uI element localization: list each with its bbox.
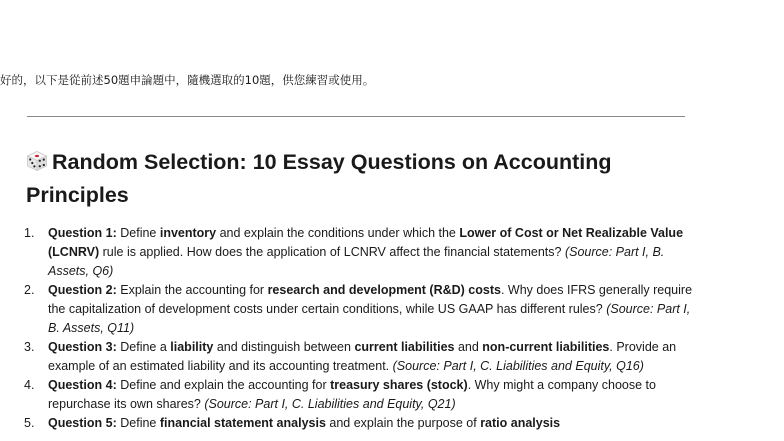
- list-number: 1.: [24, 226, 35, 240]
- horizontal-divider: [27, 116, 685, 117]
- question-label: Question 1:: [48, 226, 117, 240]
- intro-text: 好的，以下是從前述50題申論題中，隨機選取的10題，供您練習或使用。: [0, 73, 375, 87]
- key-term: financial statement analysis: [159, 416, 326, 430]
- question-label: Question 5:: [48, 416, 117, 430]
- question-text: . Why does IFRS generally require the capitalization of development costs under certain conditions, while US GAAP has different rules?: [48, 283, 693, 316]
- key-term: research and development (R&D) costs: [267, 283, 501, 297]
- list-number: 4.: [24, 378, 35, 392]
- list-number: 3.: [24, 340, 35, 354]
- question-text: Define and explain the accounting for: [116, 378, 331, 392]
- key-term: treasury shares (stock): [330, 378, 468, 392]
- question-text: and explain the conditions under which the: [216, 226, 460, 240]
- question-text: Define: [116, 416, 160, 430]
- dice-icon: [26, 150, 48, 180]
- page-heading: [26, 147, 716, 210]
- key-term: ratio analysis: [480, 416, 561, 430]
- question-source: (Source: Part I, B. Assets, Q6): [48, 245, 665, 278]
- question-text: and explain the purpose of: [325, 416, 481, 430]
- list-item: [0, 376, 700, 414]
- key-term: non-current liabilities: [482, 340, 610, 354]
- question-text: and: [454, 340, 483, 354]
- question-source: (Source: Part I, C. Liabilities and Equity, Q16): [392, 359, 644, 373]
- list-number: 5.: [24, 416, 35, 430]
- question-text: . Provide an example of an estimated liability and its accounting treatment.: [48, 340, 677, 373]
- question-label: Question 3:: [48, 340, 117, 354]
- question-text: and distinguish between: [213, 340, 355, 354]
- list-item: [0, 414, 700, 433]
- question-text: rule is applied. How does the application of LCNRV affect the financial statements?: [99, 245, 565, 259]
- question-text: Explain the accounting for: [116, 283, 268, 297]
- question-text: . Why might a company choose to repurchase its own shares?: [48, 378, 656, 411]
- heading-title: Random Selection: 10 Essay Questions on Accounting Principles: [26, 150, 612, 207]
- question-label: Question 2:: [48, 283, 117, 297]
- question-label: Question 4:: [48, 378, 117, 392]
- list-item: [0, 338, 700, 376]
- key-term: current liabilities: [354, 340, 455, 354]
- question-source: (Source: Part I, C. Liabilities and Equity, Q21): [204, 397, 456, 411]
- question-text: Define: [116, 226, 160, 240]
- question-source: (Source: Part I, B. Assets, Q11): [48, 302, 691, 335]
- key-term: Lower of Cost or Net Realizable Value (LCNRV): [48, 226, 684, 259]
- list-item: [0, 224, 700, 281]
- key-term: inventory: [159, 226, 217, 240]
- list-number: 2.: [24, 283, 35, 297]
- question-list: [0, 224, 700, 433]
- key-term: liability: [170, 340, 214, 354]
- list-item: [0, 281, 700, 338]
- question-text: Define a: [116, 340, 171, 354]
